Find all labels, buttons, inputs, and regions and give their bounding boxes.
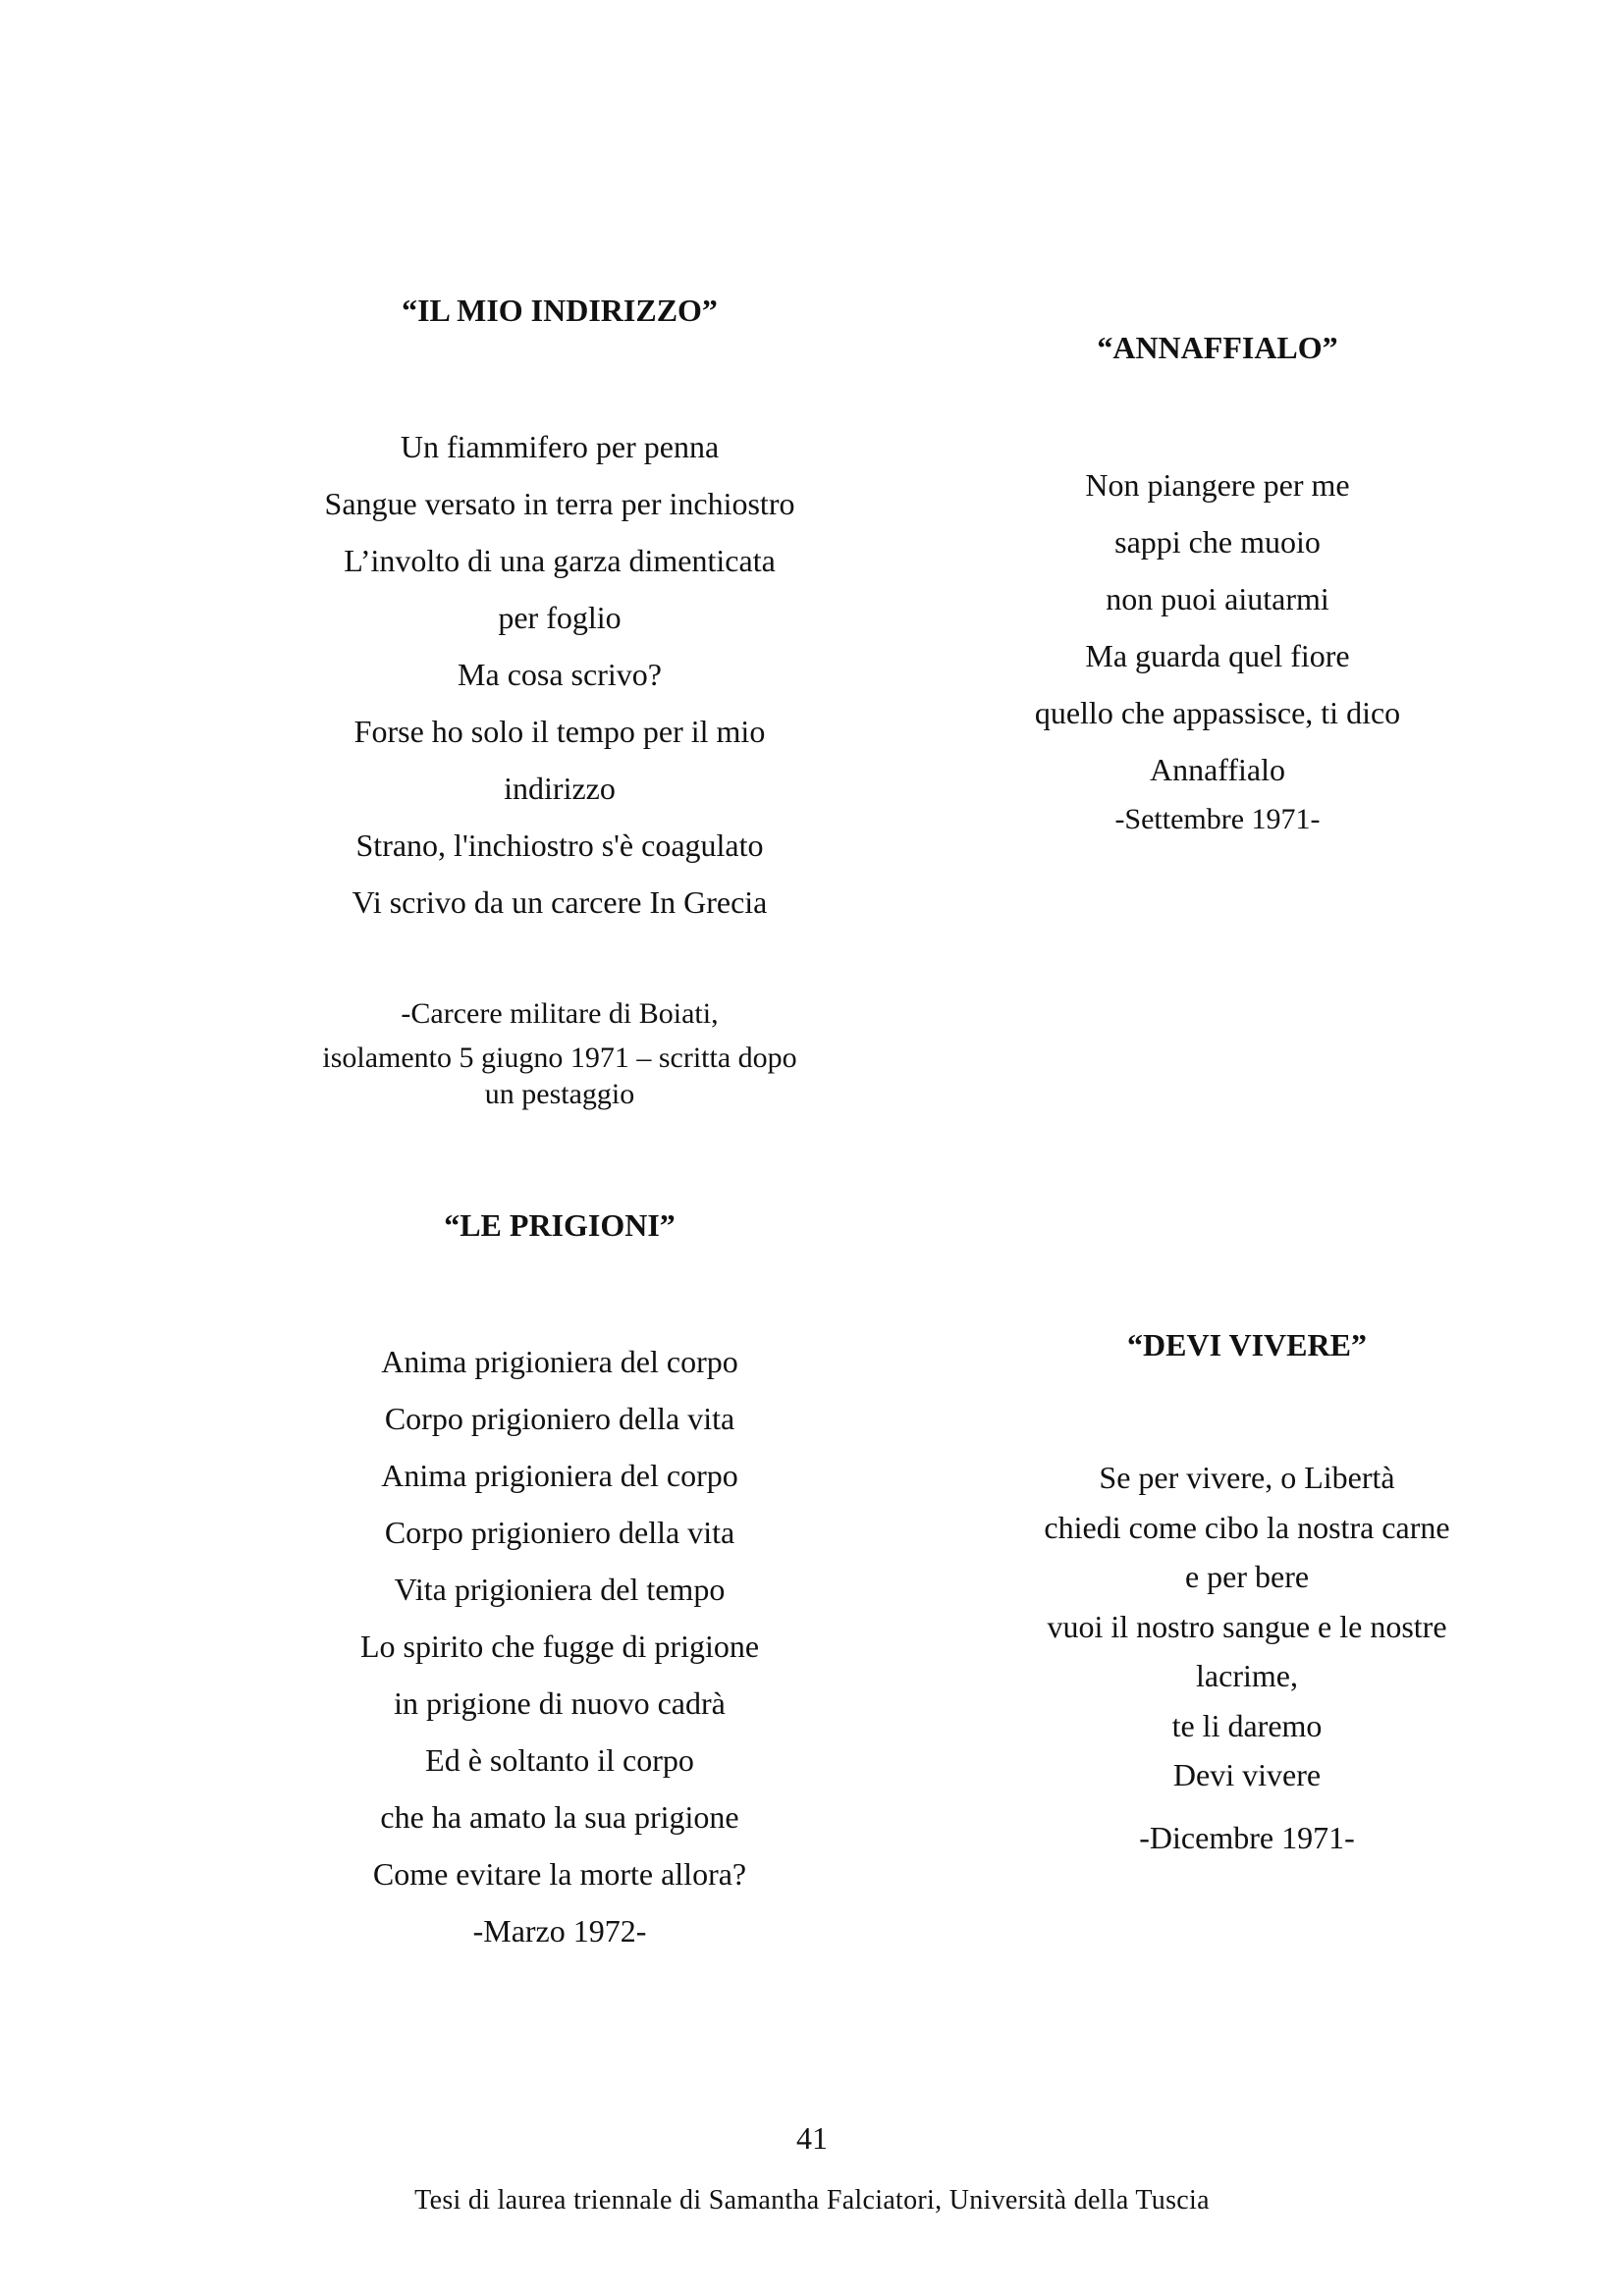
poem-line: Ma cosa scrivo? (458, 657, 662, 692)
poem-line: Anima prigioniera del corpo (381, 1344, 738, 1379)
poem-line: Vi scrivo da un carcere In Grecia (352, 884, 768, 920)
poem-line: quello che appassisce, ti dico (1034, 695, 1401, 730)
thesis-credit: Tesi di laurea triennale di Samantha Falciatori, Università della Tuscia (414, 2185, 1210, 2216)
poem-devi-vivere (992, 1329, 1502, 1875)
poem-line: Ma guarda quel fiore (1085, 638, 1350, 673)
poem-line: Ed è soltanto il corpo (425, 1742, 694, 1778)
poem-il-mio-indirizzo (265, 294, 854, 1111)
poem-date: -Dicembre 1971- (1139, 1819, 1355, 1855)
poem-note (265, 989, 854, 1111)
poem-lines (265, 1333, 854, 1902)
poem-annaffialo (982, 332, 1453, 841)
poem-lines (992, 1453, 1502, 1800)
poem-line: non puoi aiutarmi (1106, 581, 1329, 616)
poem-lines (265, 418, 854, 931)
poem-line: Vita prigioniera del tempo (394, 1572, 726, 1607)
poem-line: L’involto di una garza dimenticata (344, 543, 776, 578)
poem-line: Un fiammifero per penna (400, 429, 720, 464)
poem-line: Non piangere per me (1085, 467, 1350, 503)
poem-line: Anima prigioniera del corpo (381, 1458, 738, 1493)
poem-line: Corpo prigioniero della vita (384, 1515, 735, 1550)
poem-line: in prigione di nuovo cadrà (394, 1685, 726, 1721)
poem-line: per foglio (498, 600, 622, 635)
poem-line: Annaffialo (1149, 752, 1286, 787)
poem-line: vuoi il nostro sangue e le nostre (1047, 1608, 1447, 1644)
poem-title: “IL MIO INDIRIZZO” (402, 293, 718, 328)
poem-date: -Marzo 1972- (472, 1913, 647, 1949)
poem-title: “DEVI VIVERE” (1127, 1327, 1367, 1362)
poem-note-line: isolamento 5 giugno 1971 – scritta dopo (322, 1041, 797, 1074)
poem-line: Corpo prigioniero della vita (384, 1401, 735, 1436)
poem-line: Come evitare la morte allora? (372, 1856, 747, 1892)
poem-line: Sangue versato in terra per inchiostro (324, 486, 795, 521)
poem-line: chiedi come cibo la nostra carne (1044, 1509, 1450, 1545)
poem-note-line: un pestaggio (484, 1078, 635, 1110)
poem-title: “ANNAFFIALO” (1097, 330, 1338, 365)
page-number: 41 (796, 2120, 828, 2156)
poem-note-line: -Carcere militare di Boiati, (401, 997, 719, 1030)
poem-le-prigioni (265, 1209, 854, 1959)
poem-date: -Settembre 1971- (1114, 803, 1321, 835)
poem-line: Lo spirito che fugge di prigione (359, 1629, 760, 1664)
poem-line: Strano, l'inchiostro s'è coagulato (355, 828, 764, 863)
poem-line: te li daremo (1171, 1707, 1323, 1743)
poem-line: che ha amato la sua prigione (380, 1799, 739, 1835)
poem-line: Forse ho solo il tempo per il mio (353, 714, 766, 749)
poem-line: sappi che muoio (1114, 524, 1321, 560)
poem-line: lacrime, (1196, 1658, 1298, 1693)
poem-line: indirizzo (504, 771, 616, 806)
poem-lines (982, 456, 1453, 798)
poem-line: Se per vivere, o Libertà (1099, 1460, 1395, 1495)
poem-title: “LE PRIGIONI” (444, 1207, 676, 1243)
poem-line: Devi vivere (1172, 1757, 1322, 1792)
poem-line: e per bere (1184, 1559, 1310, 1594)
